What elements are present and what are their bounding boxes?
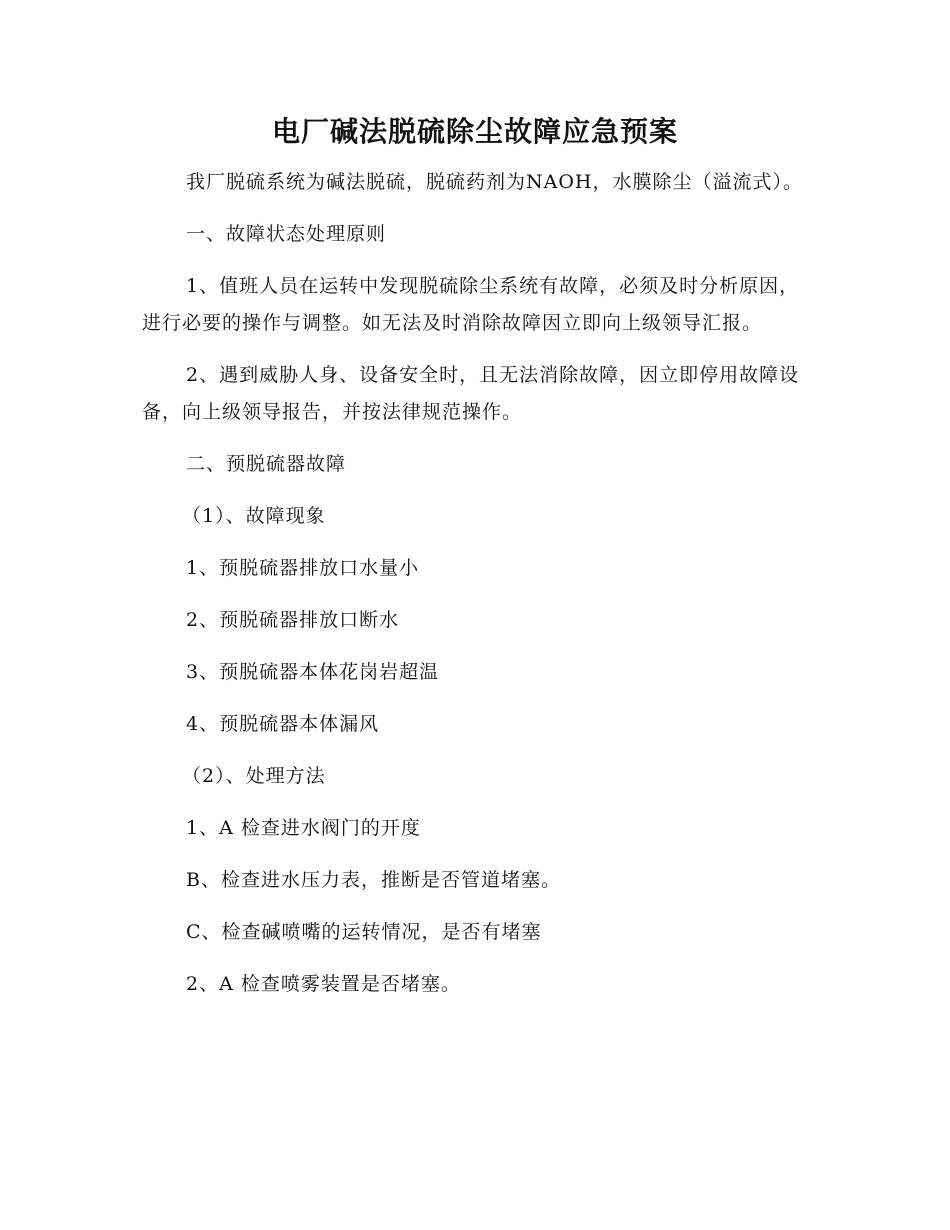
document-body bbox=[142, 164, 807, 1018]
principle-item-2: 2、遇到威胁人身、设备安全时，且无法消除故障，因立即停用故障设备，向上级领导报告，并按法律规范操作。 bbox=[142, 364, 800, 423]
subsection-heading-symptoms: （1）、故障现象 bbox=[182, 505, 326, 527]
symptom-item-2: 2、预脱硫器排放口断水 bbox=[186, 609, 400, 631]
method-item-1c: C、检查碱喷嘴的运转情况，是否有堵塞 bbox=[186, 921, 542, 943]
section-heading-2: 二、预脱硫器故障 bbox=[186, 453, 347, 475]
section-heading-1: 一、故障状态处理原则 bbox=[186, 223, 387, 245]
symptom-item-3: 3、预脱硫器本体花岗岩超温 bbox=[186, 661, 440, 683]
method-item-2a: 2、A 检查喷雾装置是否堵塞。 bbox=[186, 973, 461, 995]
document-title: 电厂碱法脱硫除尘故障应急预案 bbox=[271, 115, 678, 148]
method-item-1a: 1、A 检查进水阀门的开度 bbox=[186, 817, 421, 839]
symptom-item-1: 1、预脱硫器排放口水量小 bbox=[186, 557, 420, 579]
method-item-1b: B、检查进水压力表，推断是否管道堵塞。 bbox=[186, 869, 561, 891]
intro-paragraph: 我厂脱硫系统为碱法脱硫，脱硫药剂为NAOH，水膜除尘（溢流式）。 bbox=[186, 171, 803, 193]
subsection-heading-methods: （2）、处理方法 bbox=[182, 765, 326, 787]
principle-item-1: 1、值班人员在运转中发现脱硫除尘系统有故障，必须及时分析原因，进行必要的操作与调整。如无法及时消除故障因立即向上级领导汇报。 bbox=[142, 275, 800, 334]
symptom-item-4: 4、预脱硫器本体漏风 bbox=[186, 713, 380, 735]
